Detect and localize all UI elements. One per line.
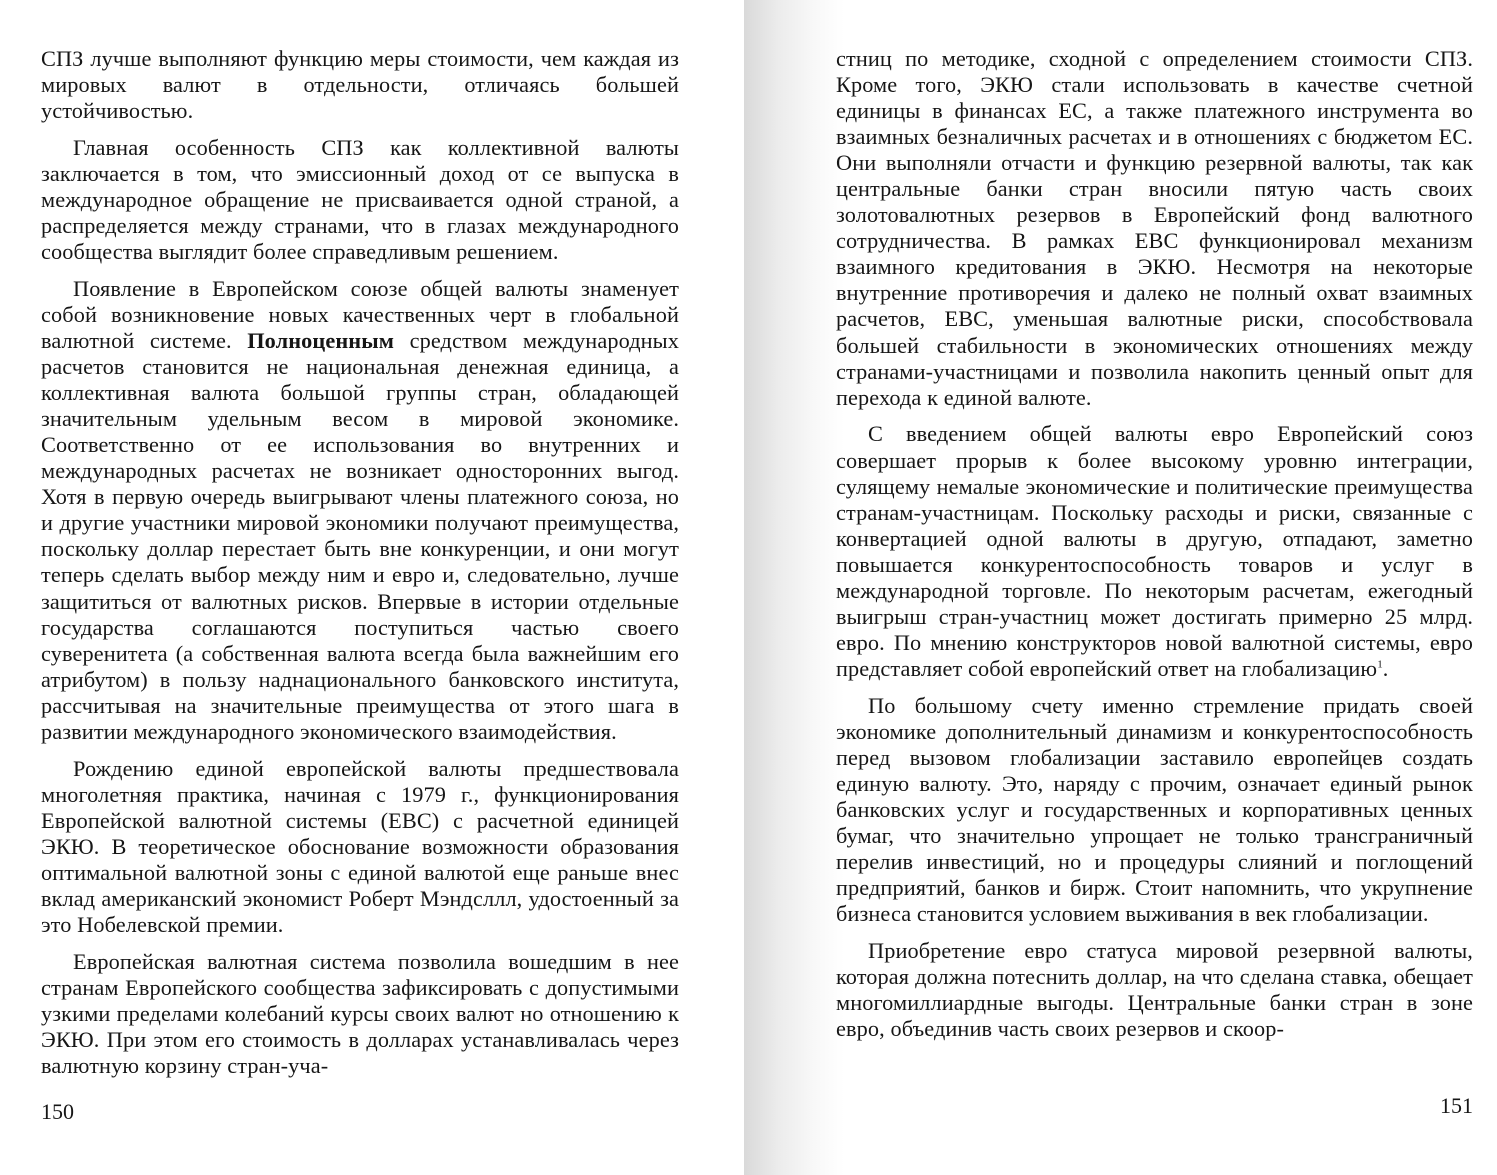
paragraph: Главная особенность СПЗ как коллективной валюты заключается в том, что эмиссионный доход от се выпуска в международное обращение не присваивается одной страной, а распределяется между странами, что в глазах международного сообщества выглядит более справедливым решением. — [41, 134, 679, 265]
footnote-reference: 1 — [1377, 658, 1383, 671]
left-page-text — [41, 46, 679, 1079]
paragraph-text: Появление в Европейском союзе общей валюты знаменует собой возникновение новых качественных черт в глобальной валютной системе. — [41, 275, 679, 354]
paragraph — [41, 276, 679, 745]
bold-term: Полноценным — [247, 328, 395, 354]
paragraph: Приобретение евро статуса мировой резервной валюты, которая должна потеснить доллар, на что сделана ставка, обещает многомиллиардные выгоды. Центральные банки стран в зоне евро, объединив часть своих резервов и скоор- — [836, 937, 1473, 1042]
paragraph: По большому счету именно стремление придать своей экономике дополнительный динамизм и конкурентоспособность перед вызовом глобализации заставило европейцев создать единую валюту. Это, наряду с прочим, означает единый рынок банковских услуг и государственных и корпоративных ценных бумаг, что значительно упрощает не только трансграничный перелив инвестиций, но и процедуры слияний и поглощений предприятий, банков и бирж. Стоит напомнить, что укрупнение бизнеса становится условием выживания в век глобализации. — [836, 692, 1473, 927]
paragraph-text: С введением общей валюты евро Европейский союз совершает прорыв к более высокому уровню интеграции, сулящему немалые экономические и политические преимущества странам-участницам. Поскольку расходы и риски, связанные с конвертацией одной валюты в другую, отпадают, заметно повышается конкурентоспособность товаров и услуг в международной торговле. По некоторым расчетам, ежегодный выигрыш стран-участниц может достигать примерно 25 млрд. евро. По мнению конструкторов новой валютной системы, евро представляет собой европейский ответ на глобализацию — [836, 421, 1473, 681]
book-gutter-shadow — [744, 0, 844, 1175]
paragraph: СПЗ лучше выполняют функцию меры стоимости, чем каждая из мировых валют в отдельности, отличаясь большей устойчивостью. — [41, 46, 679, 124]
paragraph — [836, 421, 1473, 681]
paragraph: Рождению единой европейской валюты предшествовала многолетняя практика, начиная с 1979 г., функционирования Европейской валютной системы (ЕВС) с расчетной единицей ЭКЮ. В теоретическое обоснование возможности образования оптимальной валютной зоны с единой валютой еще раньше внес вклад американский экономист Роберт Мэндсллл, удостоенный за это Нобелевской премии. — [41, 755, 679, 937]
paragraph: стниц по методике, сходной с определением стоимости СПЗ. Кроме того, ЭКЮ стали использовать в качестве счетной единицы в финансах ЕС, а также платежного инструмента во взаимных безналичных расчетах и в отношениях с бюджетом ЕС. Они выполняли отчасти и функцию резервной валюты, так как центральные банки стран вносили пятую часть своих золотовалютных резервов в Европейский фонд валютного сотрудничества. В рамках ЕВС функционировал механизм взаимного кредитования в ЭКЮ. Несмотря на некоторые внутренние противоречия и далеко не полный охват взаимных расчетов, ЕВС, уменьшая валютные риски, способствовала большей стабильности в экономических отношениях между странами-участницами и позволила накопить ценный опыт для перехода к единой валюте. — [836, 46, 1473, 410]
right-page-text — [836, 46, 1473, 1042]
paragraph-text: средством международных расчетов становится не национальная денежная единица, а коллективная валюта большой группы стран, обладающей значительным удельным весом в мировой экономике. Соответственно от ее использования во внутренних и международных расчетах не возникает односторонних выгод. Хотя в первую очередь выигрывают члены платежного союза, но и другие участники мировой экономики получают преимущества, поскольку доллар перестает быть вне конкуренции, и они могут теперь сделать выбор между ним и евро и, следовательно, лучше защититься от валютных рисков. Впервые в истории отдельные государства соглашаются поступиться частью своего суверенитета (а собственная валюта всегда была важнейшим его атрибутом) в пользу наднационального банковского института, рассчитывая на значительные преимущества от этого шага в развитии международного экономического взаимодействия. — [41, 328, 679, 744]
page-number: 150 — [41, 1099, 74, 1124]
paragraph: Европейская валютная система позволила вошедшим в нее странам Европейского сообщества зафиксировать с допустимыми узкими пределами колебаний курсы своих валют но отношению к ЭКЮ. При этом его стоимость в долларах устанавливалась через валютную корзину стран-уча- — [41, 948, 679, 1078]
paragraph-text: . — [1382, 655, 1389, 681]
page-number: 151 — [1440, 1093, 1473, 1118]
